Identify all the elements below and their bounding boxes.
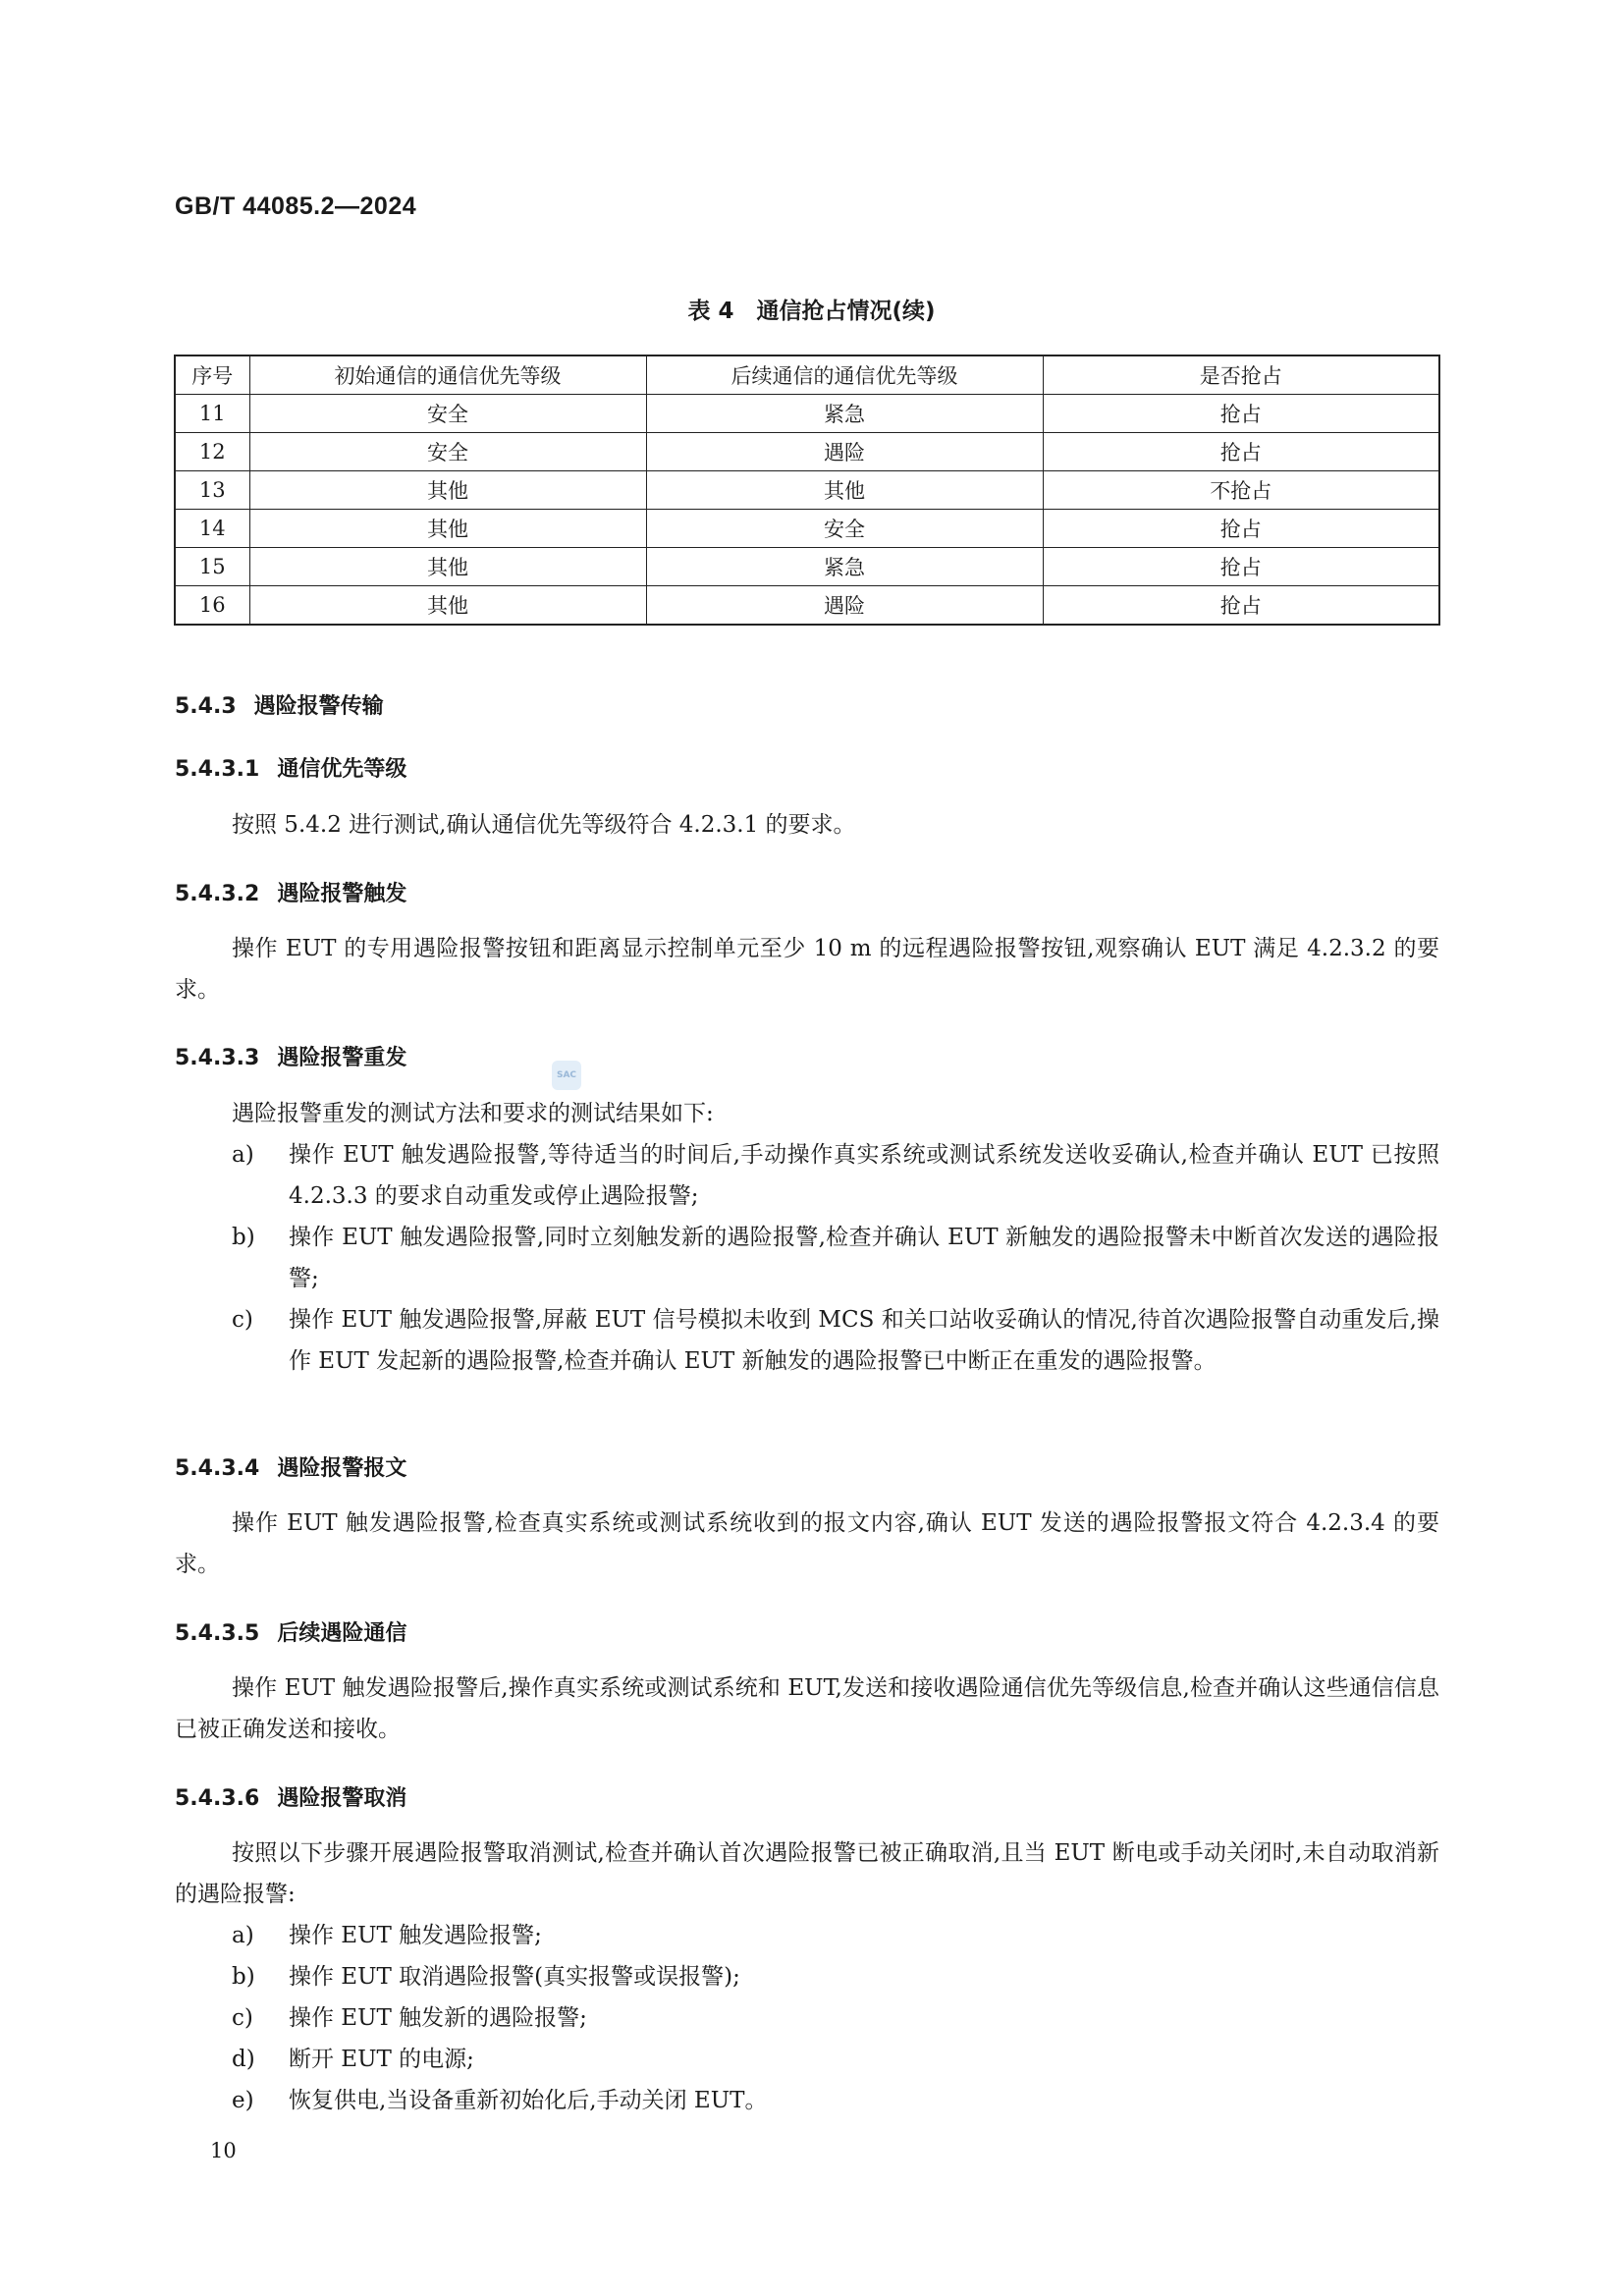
table-cell: 安全 <box>249 395 646 433</box>
table-cell: 紧急 <box>646 395 1043 433</box>
table-cell: 抢占 <box>1043 586 1439 626</box>
list-item <box>232 2039 1439 2080</box>
list-item <box>232 1915 1439 1956</box>
table-cell: 安全 <box>249 433 646 471</box>
priority-preemption-table <box>174 355 1440 626</box>
table-cell: 紧急 <box>646 548 1043 586</box>
list-item-text: 操作 EUT 触发新的遇险报警; <box>289 2005 587 2031</box>
column-header: 后续通信的通信优先等级 <box>646 355 1043 395</box>
section-number: 5.4.3.2 <box>175 882 260 906</box>
section-heading-5-4-3-4 <box>175 1451 406 1482</box>
section-number: 5.4.3.1 <box>175 757 260 782</box>
table-caption: 表 4 通信抢占情况(续) <box>687 299 936 324</box>
section-title: 遇险报警报文 <box>277 1456 407 1481</box>
section-title: 后续遇险通信 <box>277 1621 407 1646</box>
section-heading-5-4-3 <box>175 689 384 720</box>
table-cell: 其他 <box>249 471 646 510</box>
watermark-logo: SAC <box>552 1061 581 1090</box>
standard-id: GB/T 44085.2—2024 <box>175 192 417 220</box>
section-number: 5.4.3.5 <box>175 1621 260 1646</box>
list-marker: c) <box>232 1307 253 1333</box>
section-heading-5-4-3-3 <box>175 1041 406 1071</box>
table-row <box>175 510 1439 548</box>
section-number: 5.4.3 <box>175 694 237 719</box>
list-item <box>232 1299 1439 1382</box>
table-cell: 15 <box>175 548 249 586</box>
page-number: 10 <box>210 2139 237 2162</box>
table-row <box>175 586 1439 626</box>
list-item <box>232 2080 1439 2121</box>
table-cell: 其他 <box>646 471 1043 510</box>
paragraph: 按照 5.4.2 进行测试,确认通信优先等级符合 4.2.3.1 的要求。 <box>232 812 856 838</box>
section-number: 5.4.3.6 <box>175 1786 260 1811</box>
list-item-text: 操作 EUT 取消遇险报警(真实报警或误报警); <box>289 1964 740 1990</box>
table-cell: 16 <box>175 586 249 626</box>
paragraph: 操作 EUT 触发遇险报警,检查真实系统或测试系统收到的报文内容,确认 EUT 发送的遇险报警报文符合 4.2.3.4 的要求。 <box>175 1510 1439 1577</box>
section-title: 遇险报警重发 <box>277 1046 407 1070</box>
table-cell: 抢占 <box>1043 395 1439 433</box>
column-header: 序号 <box>175 355 249 395</box>
table-header-row <box>175 355 1439 395</box>
list-item <box>232 1217 1439 1299</box>
list-marker: e) <box>232 2088 254 2113</box>
paragraph: 遇险报警重发的测试方法和要求的测试结果如下: <box>232 1101 714 1126</box>
list-marker: d) <box>232 2047 255 2072</box>
section-title: 通信优先等级 <box>277 757 407 782</box>
list-marker: c) <box>232 2005 253 2031</box>
table-cell: 抢占 <box>1043 510 1439 548</box>
list-marker: b) <box>232 1964 255 1990</box>
list-item-text: 操作 EUT 触发遇险报警,等待适当的时间后,手动操作真实系统或测试系统发送收妥确认,检查并确认 EUT 已按照 4.2.3.3 的要求自动重发或停止遇险报警; <box>289 1142 1439 1209</box>
list-item-text: 恢复供电,当设备重新初始化后,手动关闭 EUT。 <box>289 2088 768 2113</box>
section-title: 遇险报警触发 <box>277 882 407 906</box>
list-item-text: 操作 EUT 触发遇险报警; <box>289 1923 542 1948</box>
section-number: 5.4.3.4 <box>175 1456 260 1481</box>
list-item <box>232 1134 1439 1217</box>
paragraph: 按照以下步骤开展遇险报警取消测试,检查并确认首次遇险报警已被正确取消,且当 EUT 断电或手动关闭时,未自动取消新的遇险报警: <box>175 1840 1439 1907</box>
list-item-text: 断开 EUT 的电源; <box>289 2047 474 2072</box>
table-cell: 11 <box>175 395 249 433</box>
section-heading-5-4-3-2 <box>175 877 406 907</box>
list-item-text: 操作 EUT 触发遇险报警,同时立刻触发新的遇险报警,检查并确认 EUT 新触发的遇险报警未中断首次发送的遇险报警; <box>289 1225 1439 1291</box>
list-marker: a) <box>232 1142 254 1168</box>
table-cell: 安全 <box>646 510 1043 548</box>
column-header: 是否抢占 <box>1043 355 1439 395</box>
column-header: 初始通信的通信优先等级 <box>249 355 646 395</box>
list-item-text: 操作 EUT 触发遇险报警,屏蔽 EUT 信号模拟未收到 MCS 和关口站收妥确认的情况,待首次遇险报警自动重发后,操作 EUT 发起新的遇险报警,检查并确认 EUT 新触发的遇险报警已中断正在重发的遇险报警。 <box>289 1307 1439 1374</box>
table-cell: 其他 <box>249 586 646 626</box>
list-item <box>232 1997 1439 2039</box>
table-cell: 抢占 <box>1043 433 1439 471</box>
section-number: 5.4.3.3 <box>175 1046 260 1070</box>
table-cell: 其他 <box>249 548 646 586</box>
section-title: 遇险报警取消 <box>277 1786 407 1811</box>
table-cell: 12 <box>175 433 249 471</box>
table-cell: 其他 <box>249 510 646 548</box>
table-row <box>175 433 1439 471</box>
paragraph: 操作 EUT 触发遇险报警后,操作真实系统或测试系统和 EUT,发送和接收遇险通信优先等级信息,检查并确认这些通信信息已被正确发送和接收。 <box>175 1675 1439 1742</box>
table-row <box>175 395 1439 433</box>
list-marker: a) <box>232 1923 254 1948</box>
list-item <box>232 1956 1439 1997</box>
table-cell: 不抢占 <box>1043 471 1439 510</box>
table-cell: 13 <box>175 471 249 510</box>
table-cell: 14 <box>175 510 249 548</box>
table-cell: 遇险 <box>646 586 1043 626</box>
table-cell: 遇险 <box>646 433 1043 471</box>
table-row <box>175 471 1439 510</box>
list-marker: b) <box>232 1225 255 1250</box>
paragraph: 操作 EUT 的专用遇险报警按钮和距离显示控制单元至少 10 m 的远程遇险报警按钮,观察确认 EUT 满足 4.2.3.2 的要求。 <box>175 936 1439 1003</box>
section-heading-5-4-3-5 <box>175 1616 406 1647</box>
table-row <box>175 548 1439 586</box>
section-heading-5-4-3-6 <box>175 1781 406 1812</box>
section-title: 遇险报警传输 <box>253 694 384 719</box>
table-cell: 抢占 <box>1043 548 1439 586</box>
section-heading-5-4-3-1 <box>175 752 406 783</box>
